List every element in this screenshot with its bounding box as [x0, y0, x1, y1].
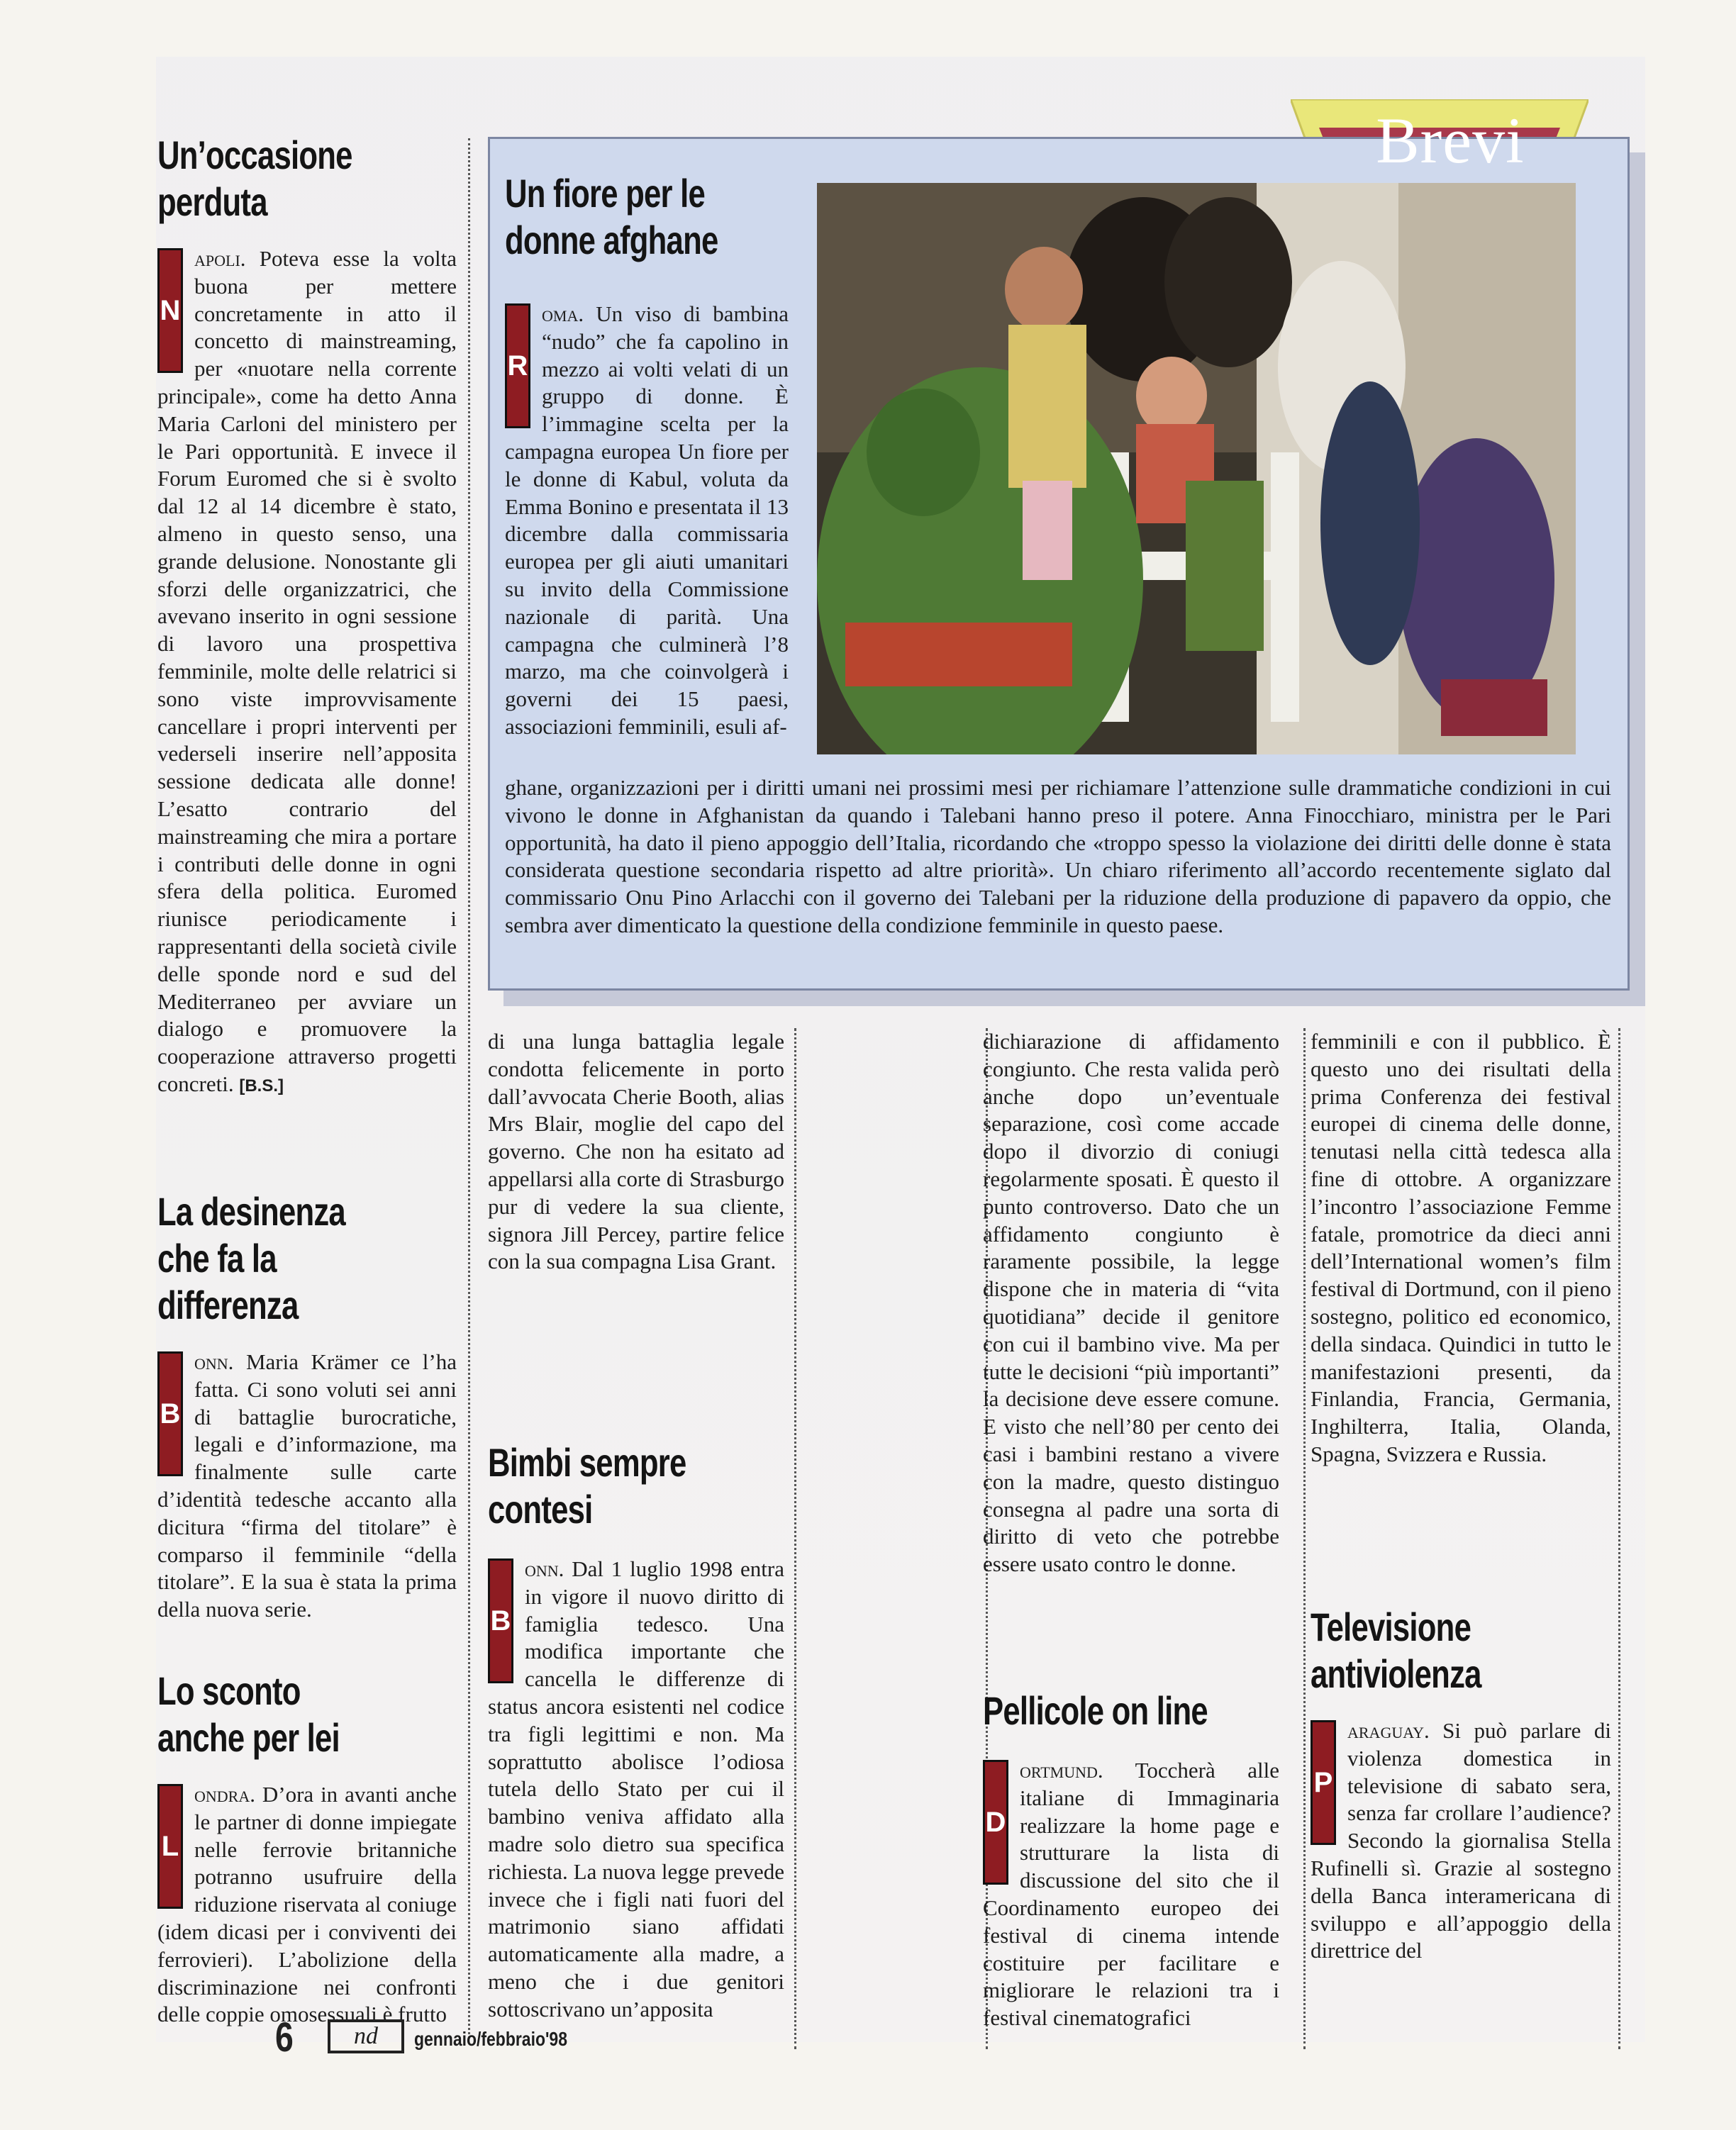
- headline-occasione-1: Un’occasione: [157, 133, 352, 177]
- issue-date: gennaio/febbraio'98: [414, 2028, 567, 2050]
- drop-cap: B: [488, 1559, 513, 1683]
- signature: [B.S.]: [239, 1076, 284, 1095]
- headline-televisione-1: Televisione: [1311, 1605, 1471, 1649]
- column-divider: [1618, 1028, 1620, 2049]
- column-divider: [468, 138, 470, 2039]
- headline-desinenza-2: che fa la differenza: [157, 1236, 299, 1327]
- headline-televisione-2: antiviolenza: [1311, 1651, 1481, 1696]
- headline-desinenza-1: La desinenza: [157, 1189, 345, 1234]
- headline-fiore-2: donne afghane: [505, 218, 718, 262]
- article-pellicole-continued-text: femminili e con il pubblico. È questo uno dei risultati della prima Conferenza dei festival europei di cinema delle donne, tenutasi nella città tedesca alla fine di ottobre. A organizzare l’incontro l’associazione Femme fatale, promotrice da dieci anni dell’International women’s film festival di Dortmund, con il pieno sostegno, politico ed economico, della sindaca. Quindici in tutto le manifestazioni presenti, da Finlandia, Francia, Germania, Inghilterra, Italia, Olanda, Spagna, Svizzera e Russia.: [1311, 1029, 1611, 1466]
- headline-sconto-1: Lo sconto: [157, 1668, 301, 1713]
- magazine-logo: nd: [328, 2019, 404, 2053]
- section-label: Brevi: [1376, 104, 1525, 177]
- article-fiore-wide-text: ghane, organizzazioni per i diritti umani nei prossimi mesi per richiamare l’attenzione sulle drammatiche condizioni in cui vivono le donne in Afghanistan da quando i Talebani hanno preso il potere. Anna Finocchiaro, ministra per le Pari opportunità, ha dato il pieno appoggio dell’Italia, ricordando che «troppo spesso la violazione dei diritti delle donne è stata considerata questione secondaria rispetto ad altre priorità». Un chiaro riferimento all’accordo recentemente siglato dal commissario Onu Pino Arlacchi con il governo dei Talebani per la riduzione della produzione di papavero da oppio, che sembra aver dimenticato la questione della condizione femminile in questo paese.: [505, 775, 1611, 937]
- article-televisione: Televisione antiviolenza P araguay. Si può parlare di violenza domestica in televisione di sabato sera, senza far crollare l’audience? Secondo la giornalisa Stella Rufinelli sì. Grazie al sostegno della Banca interamericana di sviluppo e all’appoggio della direttrice del: [1311, 1605, 1611, 1963]
- drop-cap: D: [983, 1760, 1008, 1885]
- article-sconto-continued-text: di una lunga battaglia legale condotta felicemente in porto dall’avvocata Cherie Booth, alias Mrs Blair, moglie del capo del governo. Che non ha esitato ad appellarsi alla corte di Strasburgo pur di vedere la sua cliente, signora Jill Percey, partire felice con la sua compagna Lisa Grant.: [488, 1029, 784, 1274]
- headline-fiore-1: Un fiore per le: [505, 171, 705, 216]
- drop-cap: B: [157, 1351, 183, 1476]
- headline-pellicole: Pellicole on line: [983, 1688, 1208, 1733]
- headline-occasione-2: perduta: [157, 179, 267, 224]
- headline-sconto-2: anche per lei: [157, 1715, 340, 1760]
- drop-cap: N: [157, 248, 183, 373]
- article-pellicole-continued: [1311, 1028, 1611, 1567]
- article-occasione: Un’occasione perduta N apoli. Poteva esse la volta buona per mettere concretamente in atto il concetto di mainstreaming, per «nuotare nella corrente principale», come ha detto Anna Maria Carloni del ministero per le Pari opportunità. E invece il Forum Euromed che si è svolto dal 12 al 14 dicembre è stato, almeno in questo senso, una grande delusione. Nonostante gli sforzi delle organizzatrici, che avevano inserito in ogni sessione di lavoro una prospettiva femminile, molte delle relatrici si sono viste improvvisamente cancellare i propri interventi per vederseli inserire nell’apposita sessione dedicata alle donne! L’esatto contrario del mainstreaming che mira a portare i contributi delle donne in ogni sfera della politica. Euromed riunisce periodicamente i rappresentanti della società civile delle sponde nord e sud del Mediterraneo per avviare un dialogo e promuovere la cooperazione attraverso progetti concreti. [B.S.]: [157, 133, 457, 1096]
- drop-cap: R: [505, 303, 530, 428]
- article-fiore-wide: [505, 774, 1611, 973]
- article-desinenza: La desinenza che fa la differenza B onn. Maria Krämer ce l’ha fatta. Ci sono voluti sei anni di battaglie burocratiche, legali e d’informazione, ma finalmente sulle carte d’identità tedesche accanto alla dicitura “firma del titolare” è comparso il femminile “della titolare”. E la sua è stata la prima della nuova serie.: [157, 1189, 457, 1622]
- page-number: 6: [275, 2014, 294, 2061]
- headline-bimbi: Bimbi sempre contesi: [488, 1440, 686, 1532]
- article-bimbi-continued-text: dichiarazione di affidamento congiunto. Che resta valida però anche dopo un’eventuale separazione, così come accade dopo il divorzio di coniugi regolarmente sposati. È questo il punto controverso. Dato che un affidamento congiunto è raramente possibile, la legge dispone che in materia di “vita quotidiana” decide il genitore con cui il bambino vive. Ma per tutte le decisioni “più importanti” la decisione deve essere comune. E visto che nell’80 per cento dei casi i bambini restano a vivere con la madre, questo distinguo consegna al padre una sorta di diritto di veto che potrebbe essere usato contro le donne.: [983, 1029, 1279, 1577]
- article-pellicole: Pellicole on line D ortmund. Toccherà alle italiane di Immaginaria realizzare la home page e strutturare la lista di discussione del sito che il Coordinamento europeo dei festival di cinema intende costituire per facilitare e migliorare le relazioni tra i festival cinematografici: [983, 1688, 1279, 2031]
- photo-illustration: [817, 183, 1576, 754]
- article-sconto-continued: [488, 1028, 784, 1425]
- article-bimbi-continued: [983, 1028, 1279, 1638]
- column-divider: [1303, 1028, 1306, 2049]
- drop-cap: L: [157, 1784, 183, 1909]
- column-divider: [794, 1028, 796, 2049]
- article-bimbi: Bimbi sempre contesi B onn. Dal 1 luglio 1998 entra in vigore il nuovo diritto di famiglia tedesco. Una modifica importante che cancella le differenze di status ancora esistenti nel codice tra figli legittimi e non. Ma soprattutto abolisce l’odiosa tutela dello Stato per cui il bambino veniva affidato alla madre solo dietro sua specifica richiesta. La nuova legge prevede invece che i figli nati fuori del matrimonio siano affidati automaticamente alla madre, a meno che i due genitori sottoscrivano un’apposita: [488, 1440, 784, 2022]
- article-sconto-start: Lo sconto anche per lei L ondra. D’ora in avanti anche le partner di donne impiegate nelle ferrovie britanniche potranno usufruire della riduzione riservata al coniuge (idem dicasi per i conviventi dei ferrovieri). L’abolizione della discriminazione nei confronti delle coppie omosessuali è frutto: [157, 1668, 457, 2027]
- afghan-women-photo: [817, 183, 1576, 754]
- article-fiore-head: [505, 170, 817, 269]
- drop-cap: P: [1311, 1720, 1336, 1845]
- article-fiore-narrow: R oma. Un viso di bambina “nudo” che fa capolino in mezzo ai volti velati di un gruppo di donne. È l’immagine scelta per la campagna europea Un fiore per le donne di Kabul, voluta da Emma Bonino e presentata il 13 dicembre dalla commissaria europea per gli aiuti umanitari su invito della Commissione nazionale di parità. Una campagna che culminerà l’8 marzo, ma che coinvolgerà i governi dei 15 paesi, associazioni femminili, esuli af-: [505, 301, 789, 739]
